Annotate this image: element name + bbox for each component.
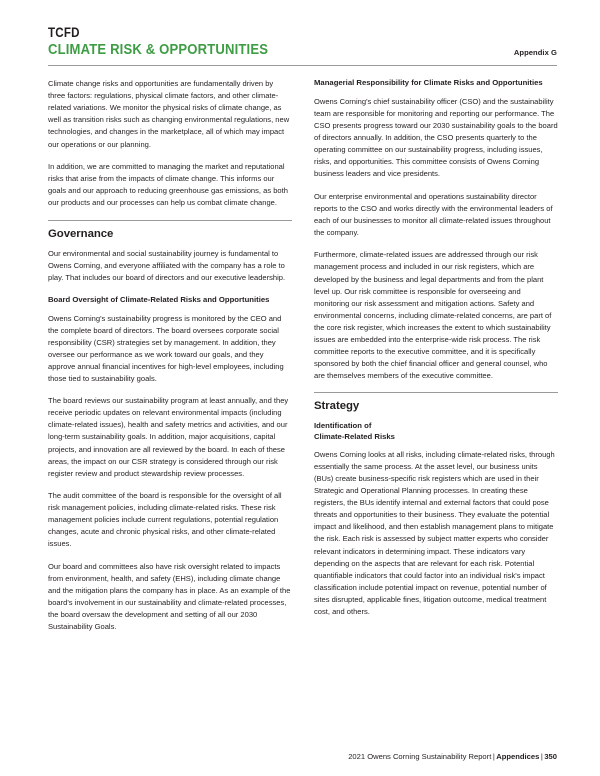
board-oversight-subheading: Board Oversight of Climate-Related Risks and Opportunities: [48, 294, 270, 304]
header-kicker: TCFD: [48, 25, 80, 40]
footer-report-title: 2021 Owens Corning Sustainability Report: [348, 751, 492, 761]
governance-divider: [48, 220, 292, 221]
managerial-paragraph-3: Furthermore, climate-related issues are addressed through our risk management process and included in our risk registers, which are developed by the business and legal departments and from the plant level up. Our risk committee is responsible for overseeing and monitoring our risk assessment and mitigation actions. Safety and environmental concerns, including climate-related concerns, are part of the core risk register, which increases the extent to which sustainability issues are embedded into the enterprise-wide risk process. The risk committee reports to the executive committee, and it is specifically sponsored by both the chief financial officer and general counsel, who are themselves members of the executive committee.: [314, 250, 552, 380]
subheading-line-2: Climate-Related Risks: [314, 431, 395, 441]
paragraph-intro-2: In addition, we are committed to managing the market and reputational risks that arise from the impacts of climate change. This informs our goals and our approach to reducing greenhouse gas emissions, as both our products and our processes can help us combat climate change.: [48, 162, 288, 208]
paragraph-intro-1: Climate change risks and opportunities are fundamentally driven by three factors: regulations, physical climate factors, and other climate-related variations. We monitor the physical risks of climate change, as well as transition risks such as changing environmental regulations, new technologies, and changes in the marketplace, all of which may impact our operations or our planning.: [48, 79, 290, 149]
page-header: [48, 26, 557, 58]
managerial-responsibility-subheading: Managerial Responsibility for Climate Risks and Opportunities: [314, 78, 543, 88]
footer-separator-2: |: [540, 751, 543, 761]
governance-paragraph-4: Our board and committees also have risk oversight related to impacts from environment, health, and safety (EHS), including climate change and the mitigation plans the company has in place. As an example of the board's involvement in our sustainability and climate-related processes, the board oversaw the development and setting of all our 2030 Sustainability Goals.: [48, 561, 291, 632]
governance-paragraph-2: The board reviews our sustainability program at least annually, and they receive periodic updates on relevant environmental impacts (including climate-related issues), health and safety metrics and activities, and our long-term sustainability goals. In addition, major acquisitions, capital projects, and innovation are all reviewed by the board. In each of these areas, the impact on our CSR strategy is considered through our risk register review and product stewardship review processes.: [48, 396, 289, 478]
footer-separator-1: |: [492, 751, 495, 761]
page-title: CLIMATE RISK & OPPORTUNITIES: [48, 40, 269, 58]
appendix-label: Appendix G: [513, 48, 557, 58]
right-column: [314, 78, 558, 618]
strategy-heading: Strategy: [314, 400, 360, 413]
strategy-paragraph-1: Owens Corning looks at all risks, including climate-related risks, through essentially the same process. At the asset level, our business units (BUs) create business-specific risk registers which are used in their Strategic and Operational Planning processes. In creating these registers, the BUs identify internal and external factors that could pose threats and opportunities to their business. They evaluate the potential impact and likelihood, and then establish management plans to mitigate the risk. Each risk is assessed by subject matter experts who consider relevant indicators in determining impact. These indicators vary depending on the aspects that are relevant for each risk. Potential quantifiable indicators that could factor into an individual risk's impact classification include potential impact on revenue, potential number of sites disrupted, applicable fines, litigation outcome, medical treatment cost, and others.: [314, 450, 555, 616]
footer-page-number: 350: [544, 751, 557, 761]
managerial-paragraph-2: Our enterprise environmental and operations sustainability director reports to the CSO and works directly with the environmental leaders of each of our businesses to monitor all climate-related issues throughout the company.: [314, 191, 553, 237]
governance-heading: Governance: [48, 227, 114, 240]
subheading-line-1: Identification of: [314, 420, 372, 430]
governance-paragraph-1: Owens Corning's sustainability progress is monitored by the CEO and the complete board of directors. The board oversees corporate social responsibility (CSR) strategies set by management. In addition, they oversee our performance as we work toward our goals, and they approve annual financial incentives for high-level employees, including those tied to sustainability goals.: [48, 313, 284, 383]
left-column: [48, 78, 292, 633]
governance-lead-paragraph: Our environmental and social sustainability journey is fundamental to Owens Corning, and everyone affiliated with the company has a role to play. That includes our board of directors and our executive leadership.: [48, 249, 286, 283]
footer-section-name: Appendices: [496, 751, 540, 761]
header-divider: [48, 65, 557, 66]
governance-paragraph-3: The audit committee of the board is responsible for the oversight of all risk management policies, including climate-related risks. These risk management policies include current regulations, potential regulation changes, acute and chronic physical risks, and other climate-related issues.: [48, 491, 282, 549]
header-titles: [48, 26, 557, 58]
governance-section: [48, 220, 292, 633]
managerial-paragraph-1: Owens Corning's chief sustainability officer (CSO) and the sustainability team are responsible for monitoring and reporting our performance. The CSO presents progress toward our 2030 sustainability goals to the board of directors annually. In addition, the CSO presents quarterly to the operating committee on our sustainability progress, including issues, risks, and opportunities. This committee consists of Owens Corning business leaders and vice presidents.: [314, 96, 558, 179]
two-column-body: [48, 78, 557, 633]
page-footer: [348, 752, 557, 761]
strategy-section: [314, 392, 558, 617]
strategy-divider: [314, 392, 558, 393]
climate-risk-identification-subheading: [314, 421, 558, 442]
